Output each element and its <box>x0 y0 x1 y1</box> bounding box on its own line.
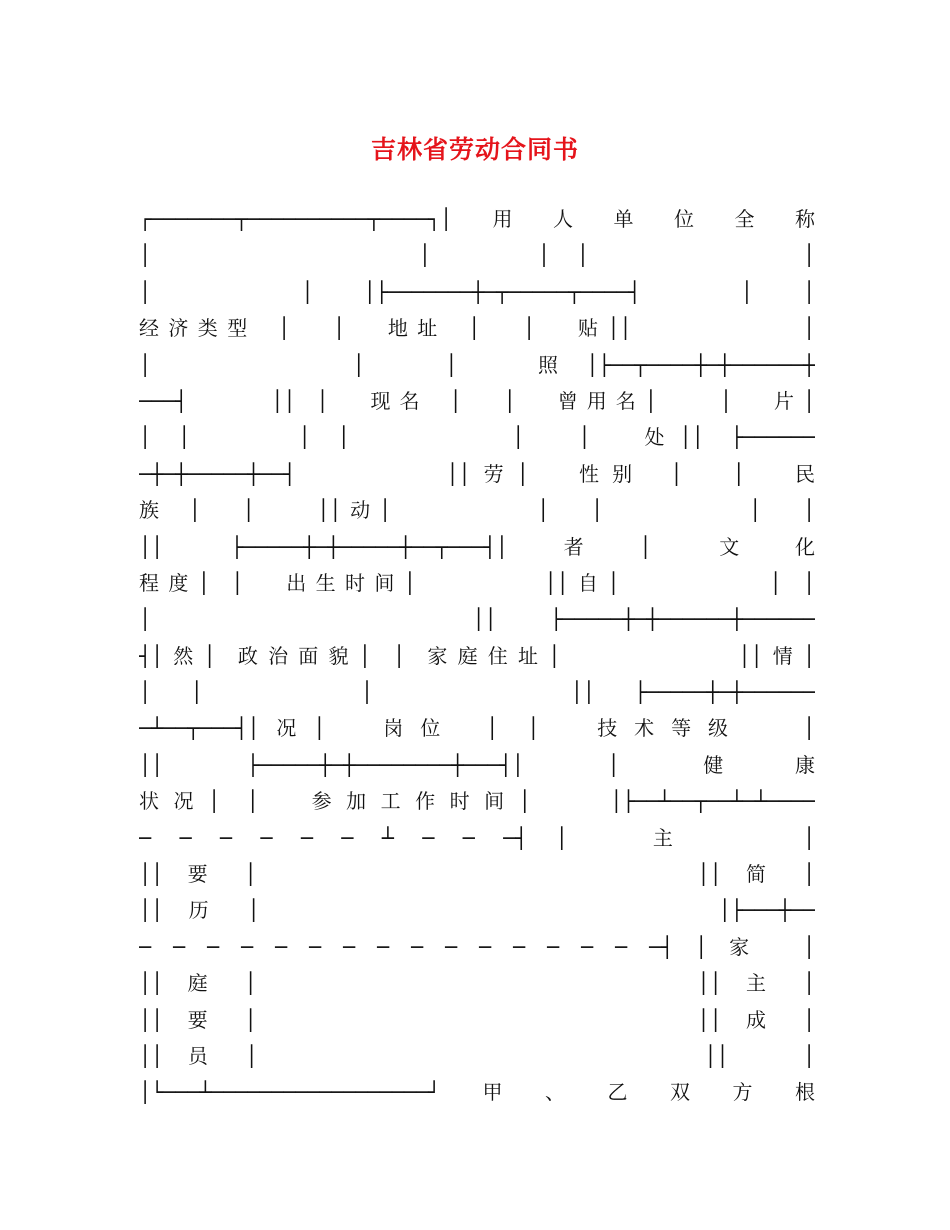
document-title: 吉林省劳动合同书 <box>370 135 579 164</box>
text-line: 族 │ │ ││动│ │ │ │ │ <box>139 498 815 523</box>
text-line: ┌───────┬──────────┬────┐│用人单位全称 <box>139 207 815 231</box>
text-line: 经济类型 │ │ 地址 │ │ 贴││ │ <box>139 316 815 341</box>
text-line: ││ 要 │ ││ 成 │ <box>139 1007 815 1032</box>
text-line: ─ ─ ─ ─ ─ ─ ┴ ─ ─ ─┤ │ 主 │ <box>139 825 815 850</box>
text-line: │ ││ ├─────┼─┼──────┼────── <box>139 607 815 632</box>
text-line: ││ 历 │ │├───┼── <box>139 898 815 923</box>
text-line: │└───┴──────────────────┘甲、乙双方根 <box>139 1080 815 1105</box>
document-body <box>139 201 815 1111</box>
text-line: │ │ │ ││ ├─────┼─┼────── <box>139 680 815 705</box>
text-line: │ │ │├───────┼─┬─────┬────┤ │ │ <box>139 279 815 304</box>
text-line: ││ 要 │ ││ 简 │ <box>139 862 815 887</box>
text-line: ││ ├─────┼─┼────────┼───┤│ │ 健康 <box>139 752 815 777</box>
text-line: │ │ │ │ │ <box>139 243 815 268</box>
text-line: ─ ─ ─ ─ ─ ─ ─ ─ ─ ─ ─ ─ ─ ─ ─ ─┤ │ 家 │ <box>139 934 815 959</box>
text-line: 状况│ │ 参加工作时间│ │├──┴──┬──┴─┴──── <box>139 789 815 814</box>
text-line: │ │ │ 照│├──┬────┼─┼──────┼ <box>139 352 815 377</box>
text-line: ───┤ ││ │ 现名 │ │ 曾用名│ │ 片│ <box>139 388 815 413</box>
text-line: ││ ├─────┼─┼─────┼──┬───┤│者│ 文化 <box>139 534 815 559</box>
text-line: │ │ │ │ │ │ 处││ ├────── <box>139 425 815 450</box>
text-line: 程度│ │ 出生时间│ ││自│ │ │ <box>139 570 815 595</box>
text-line: ─┼─┼─────┼──┤ ││劳│ 性别 │ │ 民 <box>139 461 815 486</box>
text-line: ││ 员 │ ││ │ <box>139 1043 815 1068</box>
text-line: ─┴──┬───┤│况│ 岗位 │ │ 技术等级 │ <box>139 716 815 741</box>
text-line: ┤│然│ 政治面貌│ │ 家庭住址│ ││情│ <box>139 643 815 668</box>
text-line: ││ 庭 │ ││ 主 │ <box>139 971 815 996</box>
